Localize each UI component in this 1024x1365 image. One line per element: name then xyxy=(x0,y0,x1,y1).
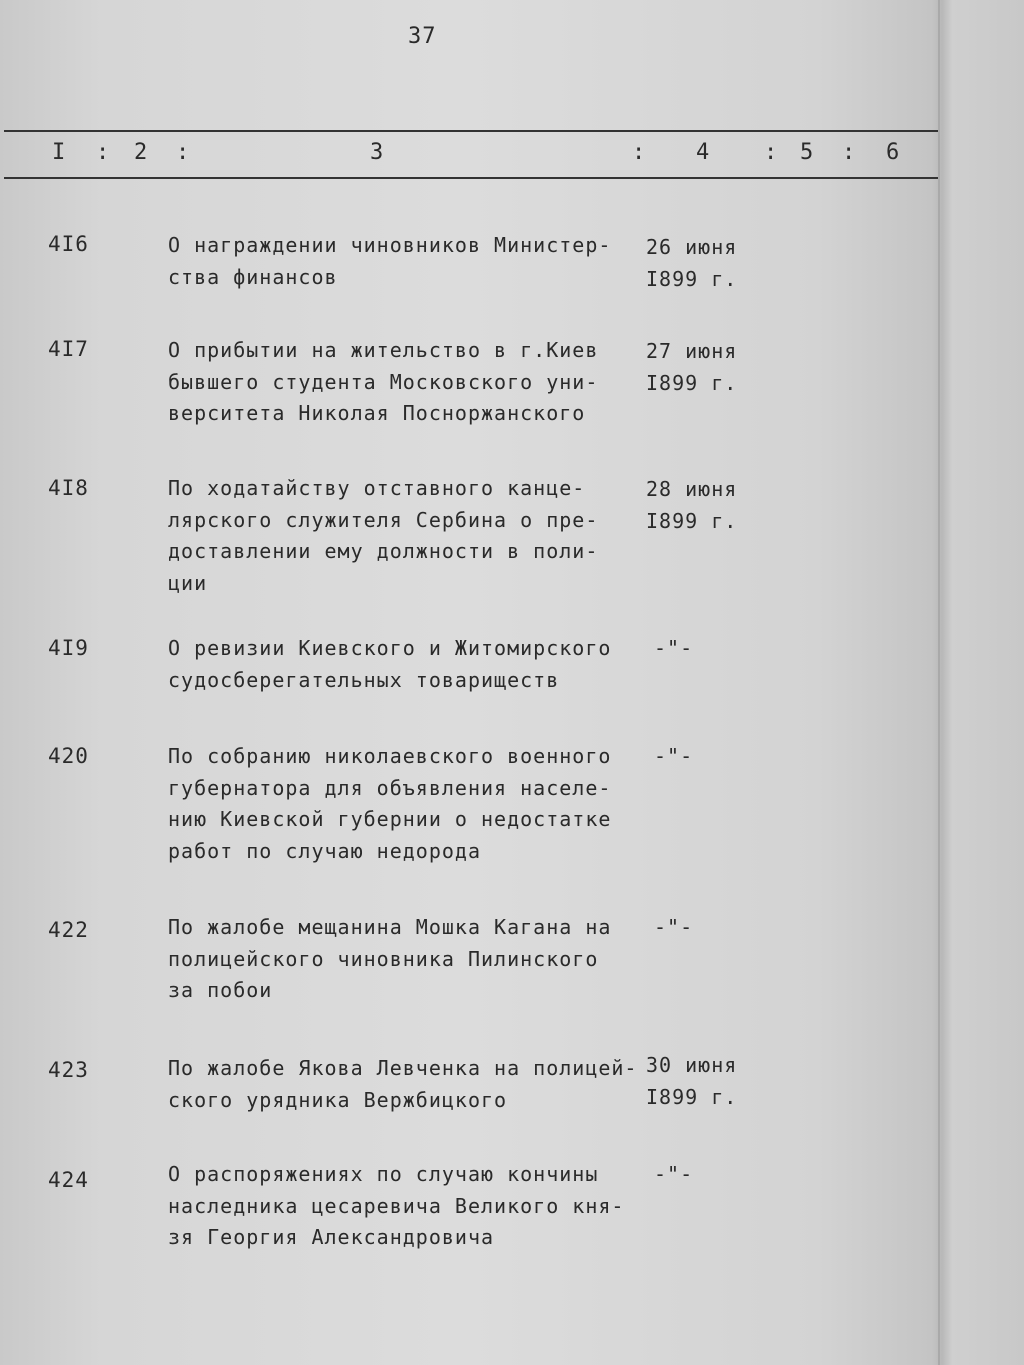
date-line: -"- xyxy=(654,915,694,939)
date-line: -"- xyxy=(654,636,694,660)
column-separator: : xyxy=(96,140,111,165)
date-line: I899 г. xyxy=(646,508,738,533)
entry-description xyxy=(168,1053,638,1116)
column-separator: : xyxy=(176,140,191,165)
page-edge xyxy=(938,0,940,1365)
entry-number: 423 xyxy=(48,1058,89,1082)
entry-description xyxy=(168,230,638,293)
column-header-6: 6 xyxy=(886,140,901,165)
column-header-5: 5 xyxy=(800,140,815,165)
date-line: 28 июня xyxy=(646,477,738,501)
description-line: ства финансов xyxy=(168,264,338,289)
description-line: лярского служителя Сербина о пре- xyxy=(168,507,599,532)
page-number: 37 xyxy=(408,24,437,49)
description-line: губернатора для объявления населе- xyxy=(168,775,612,800)
description-line: за побои xyxy=(168,978,273,1002)
description-line: О награждении чиновников Министер- xyxy=(168,233,612,257)
date-line: 26 июня xyxy=(646,235,738,259)
description-line: наследника цесаревича Великого кня- xyxy=(168,1193,625,1218)
description-line: О прибытии на жительство в г.Киев xyxy=(168,338,599,362)
entry-number: 4I6 xyxy=(48,232,89,256)
entry-number: 4I7 xyxy=(48,337,89,361)
entry-date xyxy=(646,336,737,399)
entry-date-ditto xyxy=(654,1159,693,1191)
column-header-2: 2 xyxy=(134,140,149,165)
entry-description xyxy=(168,335,638,430)
description-line: нию Киевской губернии о недостатке xyxy=(168,807,612,831)
header-rule-bottom xyxy=(4,177,938,179)
date-line: -"- xyxy=(654,1162,694,1186)
entry-date xyxy=(646,474,737,537)
description-line: ского урядника Вержбицкого xyxy=(168,1087,508,1112)
entry-number: 422 xyxy=(48,918,89,942)
column-separator: : xyxy=(632,140,647,165)
description-line: полицейского чиновника Пилинского xyxy=(168,946,599,971)
description-line: О ревизии Киевского и Житомирского xyxy=(168,636,612,660)
entry-date-ditto xyxy=(654,633,693,665)
description-line: зя Георгия Александровича xyxy=(168,1225,495,1249)
date-line: -"- xyxy=(654,744,694,768)
entry-description xyxy=(168,912,638,1007)
entry-description xyxy=(168,741,638,867)
description-line: По собранию николаевского военного xyxy=(168,744,612,768)
description-line: верситета Николая Посноржанского xyxy=(168,401,586,425)
entry-description xyxy=(168,473,638,599)
description-line: ции xyxy=(168,570,208,595)
entry-description xyxy=(168,1159,638,1254)
header-rule-top xyxy=(4,130,938,132)
description-line: судосберегательных товариществ xyxy=(168,667,560,692)
date-line: I899 г. xyxy=(646,1084,738,1109)
entry-number: 4I8 xyxy=(48,476,89,500)
column-header-4: 4 xyxy=(696,140,711,165)
description-line: работ по случаю недорода xyxy=(168,838,481,863)
entry-date-ditto xyxy=(654,912,693,944)
date-line: I899 г. xyxy=(646,370,738,395)
date-line: 30 июня xyxy=(646,1053,738,1077)
entry-date xyxy=(646,232,737,295)
entry-date-ditto xyxy=(654,741,693,773)
description-line: О распоряжениях по случаю кончины xyxy=(168,1162,599,1186)
entry-number: 4I9 xyxy=(48,636,89,660)
date-line: 27 июня xyxy=(646,339,738,363)
description-line: доставлении ему должности в поли- xyxy=(168,539,599,563)
entry-number: 420 xyxy=(48,744,89,768)
column-separator: : xyxy=(764,140,779,165)
column-separator: : xyxy=(842,140,857,165)
description-line: По ходатайству отставного канце- xyxy=(168,476,586,500)
entry-description xyxy=(168,633,638,696)
date-line: I899 г. xyxy=(646,266,738,291)
column-header-3: 3 xyxy=(370,140,385,165)
description-line: бывшего студента Московского уни- xyxy=(168,369,599,394)
description-line: По жалобе Якова Левченка на полицей- xyxy=(168,1056,638,1080)
description-line: По жалобе мещанина Мошка Кагана на xyxy=(168,915,612,939)
entry-date xyxy=(646,1050,737,1113)
entry-number: 424 xyxy=(48,1168,89,1192)
column-header-1: I xyxy=(52,140,67,165)
